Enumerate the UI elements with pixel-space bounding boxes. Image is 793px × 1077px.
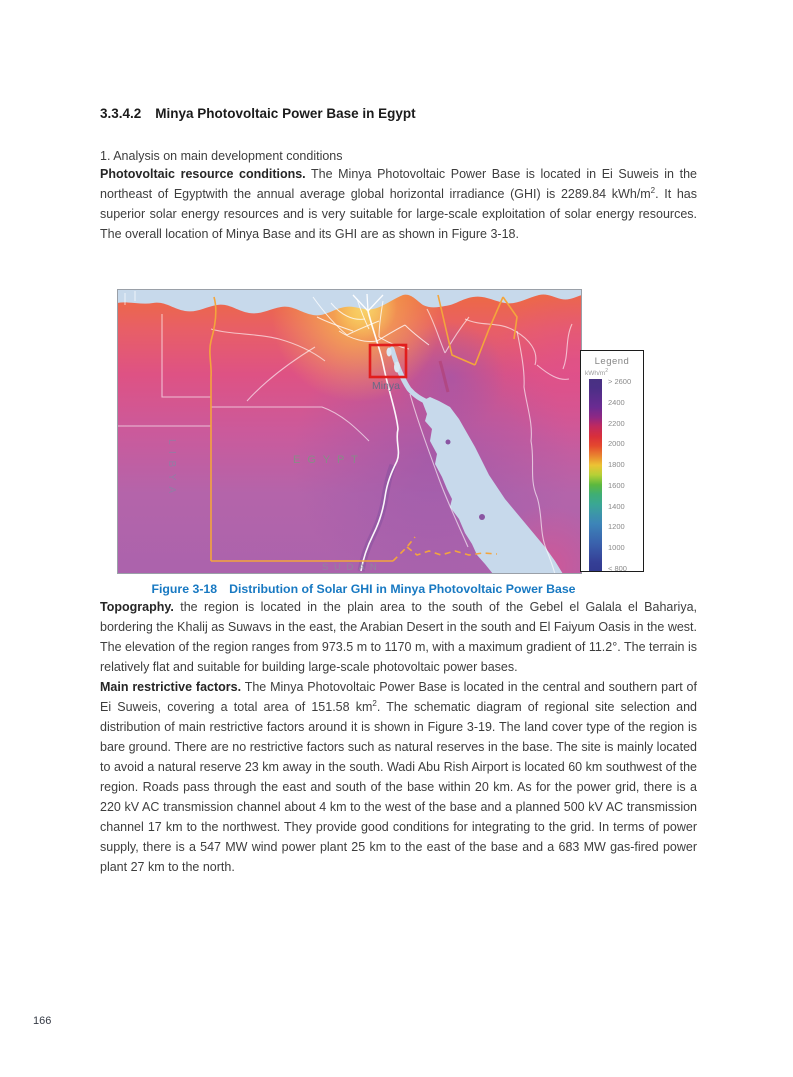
legend-tick: 1200 <box>608 522 625 532</box>
map-label-sudan: S U D A N <box>322 562 379 573</box>
figure-map-row <box>117 289 672 574</box>
lake-patch-2 <box>394 362 400 373</box>
paragraph-pv-resource <box>100 164 697 244</box>
superscript: 2 <box>372 698 377 708</box>
legend-tick: < 800 <box>608 563 627 573</box>
paragraph-text: The Minya Photovoltaic Power Base is located in Ei Suweis in the northeast of Egyptwith the annual average global horizontal irradiance (GHI) is 2289.84 kWh/m <box>100 167 697 201</box>
section-heading <box>100 106 697 122</box>
paragraph-text: The Minya Photovoltaic Power Base is located in the central and southern part of Ei Suweis, covering a total area of 151.58 km <box>100 680 697 714</box>
map-label-libya: L I B Y A <box>166 439 177 496</box>
paragraph-lead: Main restrictive factors. <box>100 680 242 694</box>
legend-tick: 2400 <box>608 397 625 407</box>
legend-tick: 1000 <box>608 543 625 553</box>
superscript: 2 <box>650 185 656 195</box>
legend-tick: 1600 <box>608 480 625 490</box>
legend-title: Legend <box>594 356 630 367</box>
ghi-map <box>117 289 582 574</box>
paragraph-text: . The schematic diagram of regional site selection and distribution of main restrictive factors around it is shown in Figure 3-19. The land cover type of the region is bare ground. There are no restrictive factors such as natural reserves in the base. The site is mainly located to avoid a natural reserve 23 km away in the south. Wadi Abu Rish Airport is located 60 km southwest of the region. Roads pass through the east and south of the base within 20 km. As for the power grid, there is a 220 kV AC transmission channel about 4 km to the west of the base and a planned 500 kV AC transmission channel 17 km to the northwest. They provide good conditions for integrating to the grid. In terms of power supply, there is a 547 MW wind power plant 25 km to the east of the base and a 683 MW gas-fired power plant 27 km to the north. <box>100 700 697 874</box>
list-item-analysis: 1. Analysis on main development conditions <box>100 149 343 163</box>
sea-island-1 <box>446 440 451 445</box>
figure-caption <box>100 581 627 597</box>
map-label-egypt: E G Y P T <box>293 454 360 466</box>
map-label-minya: Minya <box>372 380 401 392</box>
sea-island-2 <box>479 514 485 520</box>
legend-tick: 1400 <box>608 501 625 511</box>
legend-colorbar <box>589 379 602 571</box>
legend-tick: 2200 <box>608 418 625 428</box>
paragraph-restrictive-factors <box>100 677 697 877</box>
legend-unit <box>585 368 643 377</box>
legend-unit-base: kWh/m <box>585 370 606 378</box>
legend-tick: 2000 <box>608 439 625 449</box>
page-number: 166 <box>33 1015 52 1027</box>
paragraph-lead: Topography. <box>100 600 174 614</box>
section-number: 3.3.4.2 <box>100 106 142 121</box>
legend-unit-sup: 2 <box>605 368 609 374</box>
paragraph-topography <box>100 597 697 677</box>
page-content <box>100 106 697 877</box>
paragraph-lead: Photovoltaic resource conditions. <box>100 167 306 181</box>
figure-caption-title: Distribution of Solar GHI in Minya Photovoltaic Power Base <box>229 582 576 596</box>
legend-tick: 1800 <box>608 460 625 470</box>
paragraph-text: . It has superior solar energy resources and is very suitable for large-scale exploitation of solar energy resources. The overall location of Minya Base and its GHI are as shown in Figure 3-18. <box>100 187 697 241</box>
paragraph-text: the region is located in the plain area to the south of the Gebel el Galala el Bahariya, bordering the Khalij as Suwavs in the east, the Arabian Desert in the south and El Faiyum Oasis in the west. The elevation of the region ranges from 973.5 m to 1170 m, with a maximum gradient of 11.2°. The terrain is relatively flat and suitable for building large-scale photovoltaic power bases. <box>100 600 697 674</box>
legend-tick: > 2600 <box>608 377 632 386</box>
map-legend <box>580 350 644 572</box>
lake-patch-1 <box>387 348 392 357</box>
legend-tick-labels <box>605 377 642 573</box>
figure-caption-label: Figure 3-18 <box>151 582 218 596</box>
section-title: Minya Photovoltaic Power Base in Egypt <box>155 106 416 121</box>
figure-3-18 <box>100 289 697 597</box>
